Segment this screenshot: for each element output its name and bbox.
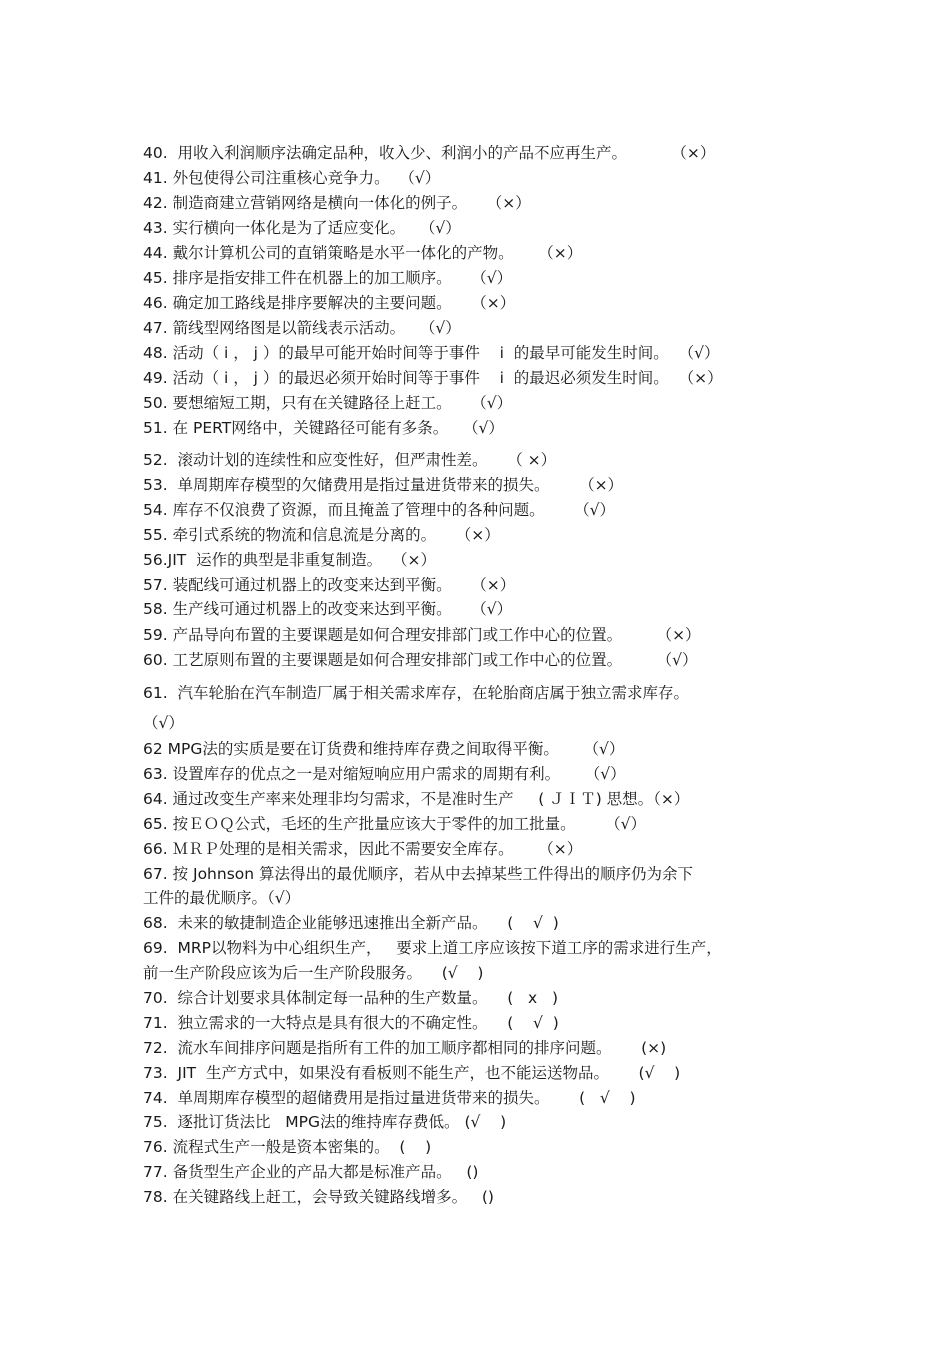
question-47: 47. 箭线型网络图是以箭线表示活动。 （√） (143, 319, 461, 337)
question-67: 67. 按 Johnson 算法得出的最优顺序，若从中去掉某些工件得出的顺序仍为余下 (143, 865, 694, 883)
question-43: 43. 实行横向一体化是为了适应变化。 （√） (143, 219, 461, 237)
question-58: 58. 生产线可通过机器上的改变来达到平衡。 （√） (143, 600, 513, 618)
question-74: 74. 单周期库存模型的超储费用是指过量进货带来的损失。 ( √ ) (143, 1089, 636, 1107)
question-63: 63. 设置库存的优点之一是对缩短响应用户需求的周期有利。 （√） (143, 765, 626, 783)
question-50: 50. 要想缩短工期，只有在关键路径上赶工。 （√） (143, 394, 513, 412)
question-56: 56.JIT 运作的典型是非重复制造。 （×） (143, 551, 436, 569)
question-42: 42. 制造商建立营销网络是横向一体化的例子。 （×） (143, 194, 531, 212)
question-54: 54. 库存不仅浪费了资源，而且掩盖了管理中的各种问题。 （√） (143, 501, 616, 519)
question-51: 51. 在 PERT网络中，关键路径可能有多条。 （√） (143, 419, 504, 437)
question-53: 53. 单周期库存模型的欠储费用是指过量进货带来的损失。 （×） (143, 476, 624, 494)
question-45: 45. 排序是指安排工件在机器上的加工顺序。 （√） (143, 269, 513, 287)
question-67-continued: 工件的最优顺序。（√） (143, 889, 301, 907)
question-76: 76. 流程式生产一般是资本密集的。 ( ) (143, 1138, 432, 1156)
question-65: 65. 按ＥＯＱ公式，毛坯的生产批量应该大于零件的加工批量。 （√） (143, 815, 647, 833)
question-61-answer: （√） (143, 714, 184, 732)
question-69-continued: 前一生产阶段应该为后一生产阶段服务。 (√ ) (143, 964, 484, 982)
question-66: 66. ＭＲＰ处理的是相关需求，因此不需要安全库存。 （×） (143, 840, 583, 858)
question-57: 57. 装配线可通过机器上的改变来达到平衡。 （×） (143, 576, 516, 594)
question-73: 73. JIT 生产方式中，如果没有看板则不能生产，也不能运送物品。 (√ ) (143, 1064, 681, 1082)
question-46: 46. 确定加工路线是排序要解决的主要问题。 （×） (143, 294, 516, 312)
question-72: 72. 流水车间排序问题是指所有工件的加工顺序都相同的排序问题。 (×) (143, 1039, 667, 1057)
question-55: 55. 牵引式系统的物流和信息流是分离的。 （×） (143, 526, 500, 544)
question-75: 75. 逐批订货法比 MPG法的维持库存费低。 (√ ) (143, 1113, 507, 1131)
question-71: 71. 独立需求的一大特点是具有很大的不确定性。 ( √ ) (143, 1014, 559, 1032)
question-40: 40. 用收入利润顺序法确定品种，收入少、利润小的产品不应再生产。 （×） (143, 144, 716, 162)
question-68: 68. 未来的敏捷制造企业能够迅速推出全新产品。 ( √ ) (143, 914, 559, 932)
question-52: 52. 滚动计划的连续性和应变性好，但严肃性差。 （ ×） (143, 451, 557, 469)
question-61: 61. 汽车轮胎在汽车制造厂属于相关需求库存，在轮胎商店属于独立需求库存。 (143, 684, 690, 702)
question-59: 59. 产品导向布置的主要课题是如何合理安排部门或工作中心的位置。 （×） (143, 626, 701, 644)
question-78: 78. 在关键路线上赶工，会导致关键路线增多。 () (143, 1188, 494, 1206)
question-48: 48. 活动（ i ， j ）的最早可能开始时间等于事件 i 的最早可能发生时间。 （√） (143, 344, 720, 362)
question-49: 49. 活动（ i ， j ）的最迟必须开始时间等于事件 i 的最迟必须发生时间。 （×） (143, 369, 723, 387)
question-60: 60. 工艺原则布置的主要课题是如何合理安排部门或工作中心的位置。 （√） (143, 651, 698, 669)
question-62: 62 MPG法的实质是要在订货费和维持库存费之间取得平衡。 （√） (143, 740, 625, 758)
question-44: 44. 戴尔计算机公司的直销策略是水平一体化的产物。 （×） (143, 244, 583, 262)
question-41: 41. 外包使得公司注重核心竞争力。 （√） (143, 169, 441, 187)
question-77: 77. 备货型生产企业的产品大都是标准产品。 () (143, 1163, 479, 1181)
question-64: 64. 通过改变生产率来处理非均匀需求，不是准时生产 ( ＪＩＴ) 思想。（×） (143, 790, 690, 808)
question-69: 69. MRP以物料为中心组织生产， 要求上道工序应该按下道工序的需求进行生产， (143, 939, 722, 957)
question-70: 70. 综合计划要求具体制定每一品种的生产数量。 ( x ) (143, 989, 559, 1007)
